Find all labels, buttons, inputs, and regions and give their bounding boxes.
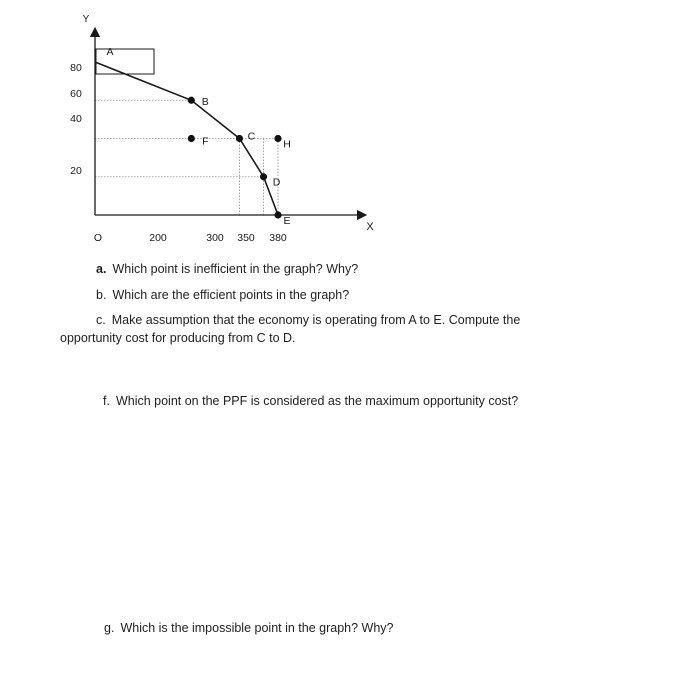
x-tick-labels	[94, 232, 287, 244]
y-axis-label: Y	[82, 14, 90, 25]
question-a-text: Which point is inefficient in the graph? Why?	[112, 262, 359, 276]
question-f-text: Which point on the PPF is considered as the maximum opportunity cost?	[115, 394, 519, 408]
y-tick-label-40: 40	[70, 112, 82, 125]
question-c-text-line2: opportunity cost for producing from C to D.	[60, 331, 296, 345]
y-tick-label-60: 60	[70, 87, 82, 100]
point-label-h: H	[283, 138, 291, 151]
question-a	[96, 260, 358, 278]
point-label-a: A	[106, 45, 114, 58]
question-c-text: Make assumption that the economy is operating from A to E. Compute the	[111, 313, 521, 327]
x-axis-label: X	[366, 221, 374, 233]
y-tick-label-20: 20	[70, 164, 82, 177]
dotted-guide-lines	[95, 100, 278, 215]
point-label-c: C	[247, 130, 256, 143]
point-a-box	[96, 49, 154, 74]
point-e	[274, 211, 281, 218]
point-c	[236, 135, 243, 142]
question-f-tag: f.	[103, 394, 110, 408]
point-b	[188, 97, 195, 104]
question-g-text: Which is the impossible point in the graph? Why?	[120, 621, 394, 635]
question-c	[60, 311, 618, 347]
data-points	[106, 46, 290, 227]
y-tick-labels	[70, 62, 82, 177]
point-h	[274, 135, 281, 142]
question-b-text: Which are the efficient points in the graph?	[112, 288, 350, 302]
point-label-d: D	[272, 176, 281, 189]
y-tick-label-80: 80	[70, 61, 82, 74]
question-a-tag: a.	[96, 262, 107, 276]
x-tick-label-300: 300	[206, 232, 224, 244]
point-d	[260, 173, 267, 180]
ppf-chart	[0, 0, 700, 250]
point-label-b: B	[201, 96, 209, 109]
point-label-e: E	[283, 214, 291, 227]
x-tick-label-350: 350	[237, 232, 255, 244]
question-g	[104, 619, 394, 637]
x-tick-label-O: O	[93, 232, 103, 244]
question-c-tag: c.	[96, 313, 106, 327]
point-label-f: F	[202, 135, 209, 148]
question-f	[103, 392, 518, 410]
x-tick-label-380: 380	[269, 232, 287, 244]
question-g-tag: g.	[104, 621, 115, 635]
question-b	[96, 286, 349, 304]
question-b-tag: b.	[96, 288, 107, 302]
point-f	[188, 135, 195, 142]
x-tick-label-200: 200	[149, 232, 167, 244]
